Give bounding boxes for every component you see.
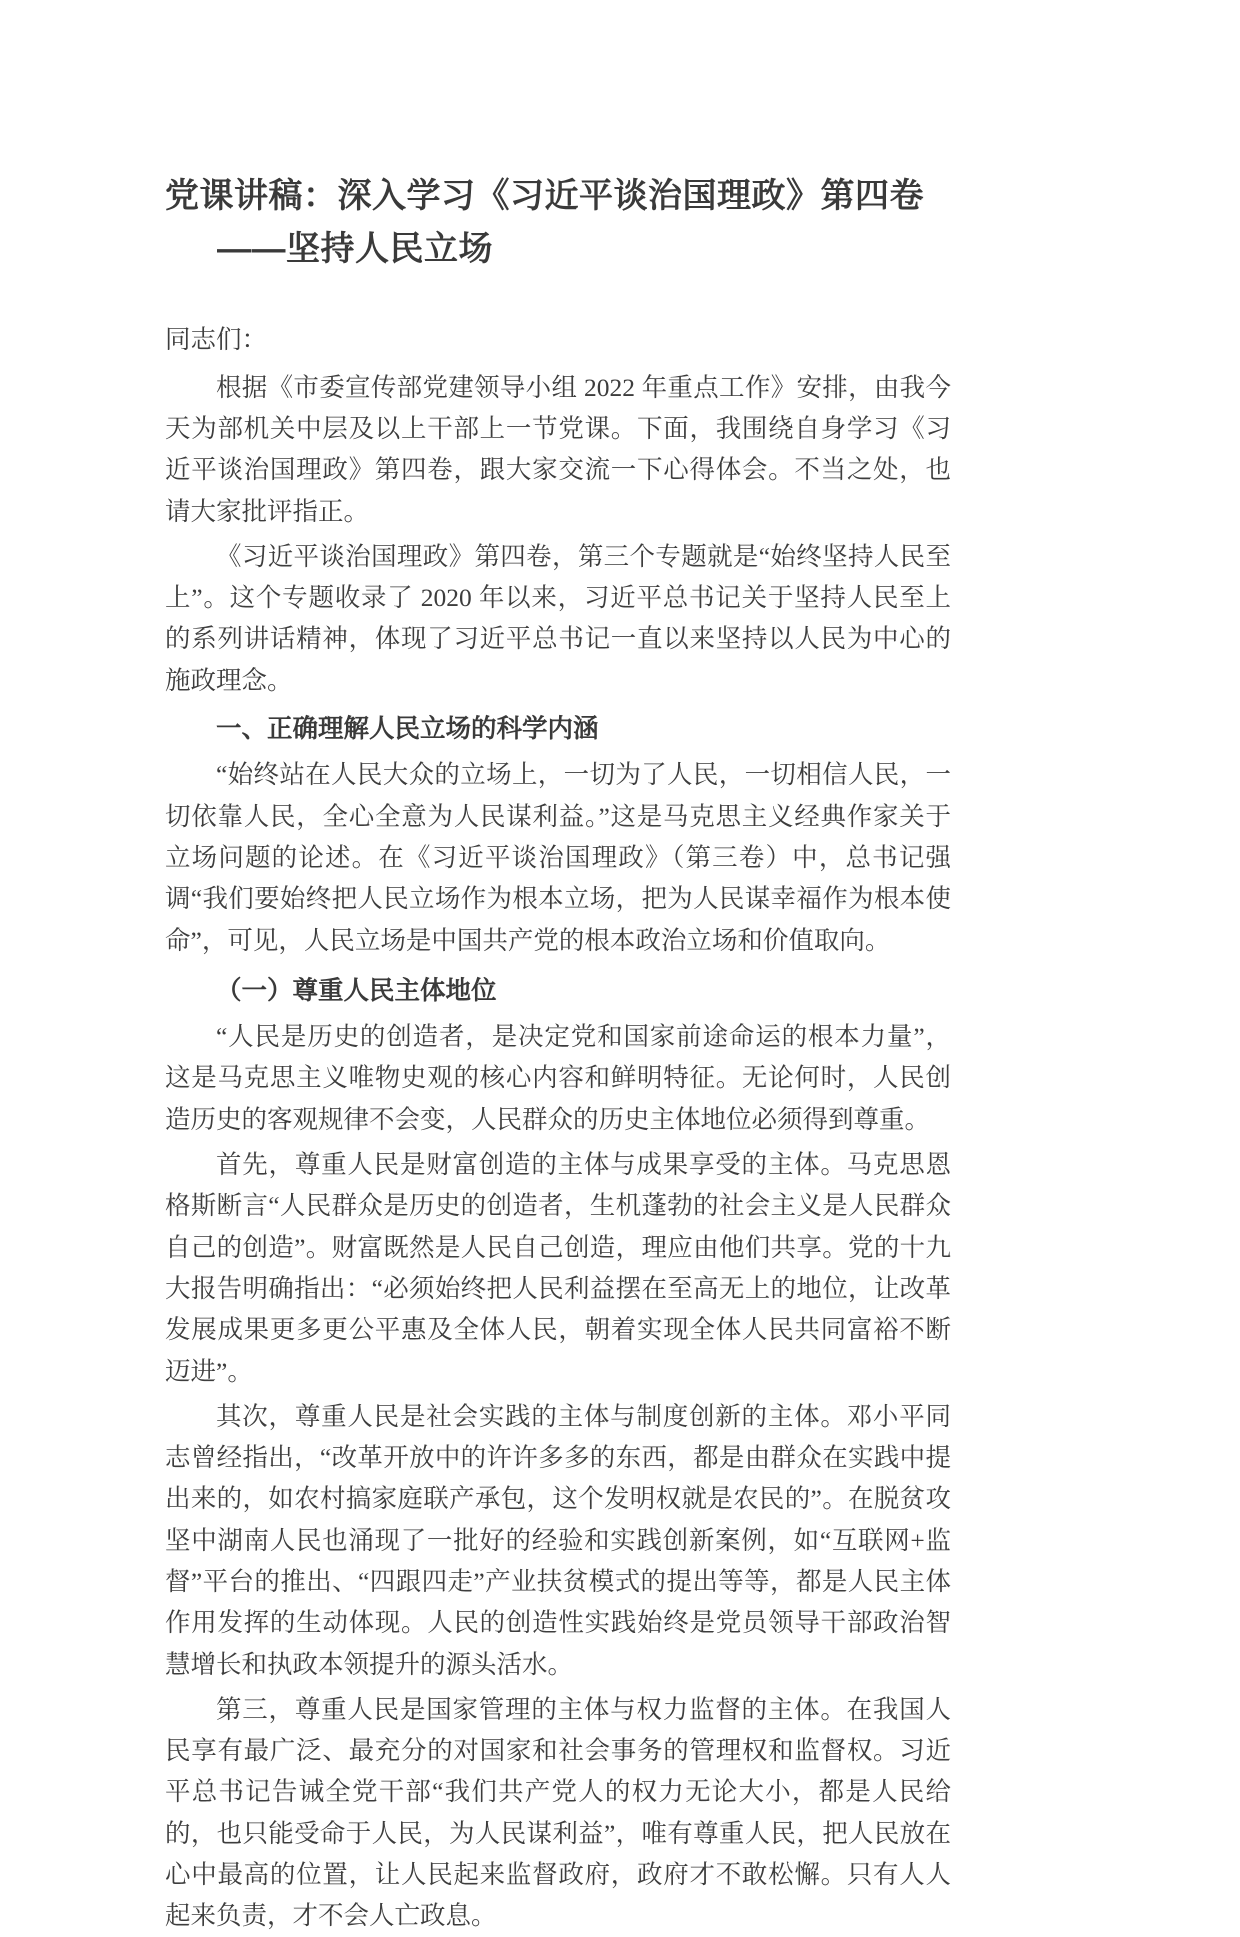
paragraph-intro-2: 《习近平谈治国理政》第四卷，第三个专题就是“始终坚持人民至上”。这个专题收录了 2020 年以来，习近平总书记关于坚持人民至上的系列讲话精神，体现了习近平总书记一直以来坚持以人民为中心的施政理念。	[165, 541, 951, 695]
paragraph-1-1-4: 第三，尊重人民是国家管理的主体与权力监督的主体。在我国人民享有最广泛、最充分的对国家和社会事务的管理权和监督权。习近平总书记告诫全党干部“我们共产党人的权力无论大小，都是人民给的，也只能受命于人民，为人民谋利益”，唯有尊重人民，把人民放在心中最高的位置，让人民起来监督政府，政府才不敢松懈。只有人人起来负责，才不会人亡政息。	[165, 1694, 951, 1931]
paragraph-1-1-2: 首先，尊重人民是财富创造的主体与成果享受的主体。马克思恩格斯断言“人民群众是历史的创造者，生机蓬勃的社会主义是人民群众自己的创造”。财富既然是人民自己创造，理应由他们共享。党的十九大报告明确指出：“必须始终把人民利益摆在至高无上的地位，让改革发展成果更多更公平惠及全体人民，朝着实现全体人民共同富裕不断迈进”。	[165, 1150, 951, 1386]
section-heading-1: 一、正确理解人民立场的科学内涵	[216, 715, 599, 744]
paragraph-1-1-1: “人民是历史的创造者，是决定党和国家前途命运的根本力量”，这是马克思主义唯物史观的核心内容和鲜明特征。无论何时，人民创造历史的客观规律不会变，人民群众的历史主体地位必须得到尊重。	[165, 1022, 951, 1134]
document-body	[165, 319, 951, 1936]
paragraph-1-1: “始终站在人民大众的立场上，一切为了人民，一切相信人民，一切依靠人民，全心全意为人民谋利益。”这是马克思主义经典作家关于立场问题的论述。在《习近平谈治国理政》（第三卷）中，总书记强调“我们要始终把人民立场作为根本立场，把为人民谋幸福作为根本使命”，可见，人民立场是中国共产党的根本政治立场和价值取向。	[165, 760, 951, 955]
page-title-line-2: ——坚持人民立场	[217, 229, 493, 268]
salutation: 同志们：	[165, 325, 268, 355]
paragraph-1-1-3: 其次，尊重人民是社会实践的主体与制度创新的主体。邓小平同志曾经指出，“改革开放中的许许多多的东西，都是由群众在实践中提出来的，如农村搞家庭联产承包，这个发明权就是农民的”。在脱贫攻坚中湖南人民也涌现了一批好的经验和实践创新案例，如“互联网+监督”平台的推出、“四跟四走”产业扶贫模式的提出等等，都是人民主体作用发挥的生动体现。人民的创造性实践始终是党员领导干部政治智慧增长和执政本领提升的源头活水。	[165, 1401, 951, 1679]
body-blocks	[165, 367, 951, 1937]
page-title	[165, 170, 955, 275]
page-title-line-1: 党课讲稿：深入学习《习近平谈治国理政》第四卷	[165, 177, 924, 215]
sub-heading-1-1: （一）尊重人民主体地位	[216, 976, 497, 1005]
paragraph-intro-1: 根据《市委宣传部党建领导小组 2022 年重点工作》安排，由我今天为部机关中层及以上干部上一节党课。下面，我围绕自身学习《习近平谈治国理政》第四卷，跟大家交流一下心得体会。不当之处，也请大家批评指正。	[165, 372, 951, 526]
